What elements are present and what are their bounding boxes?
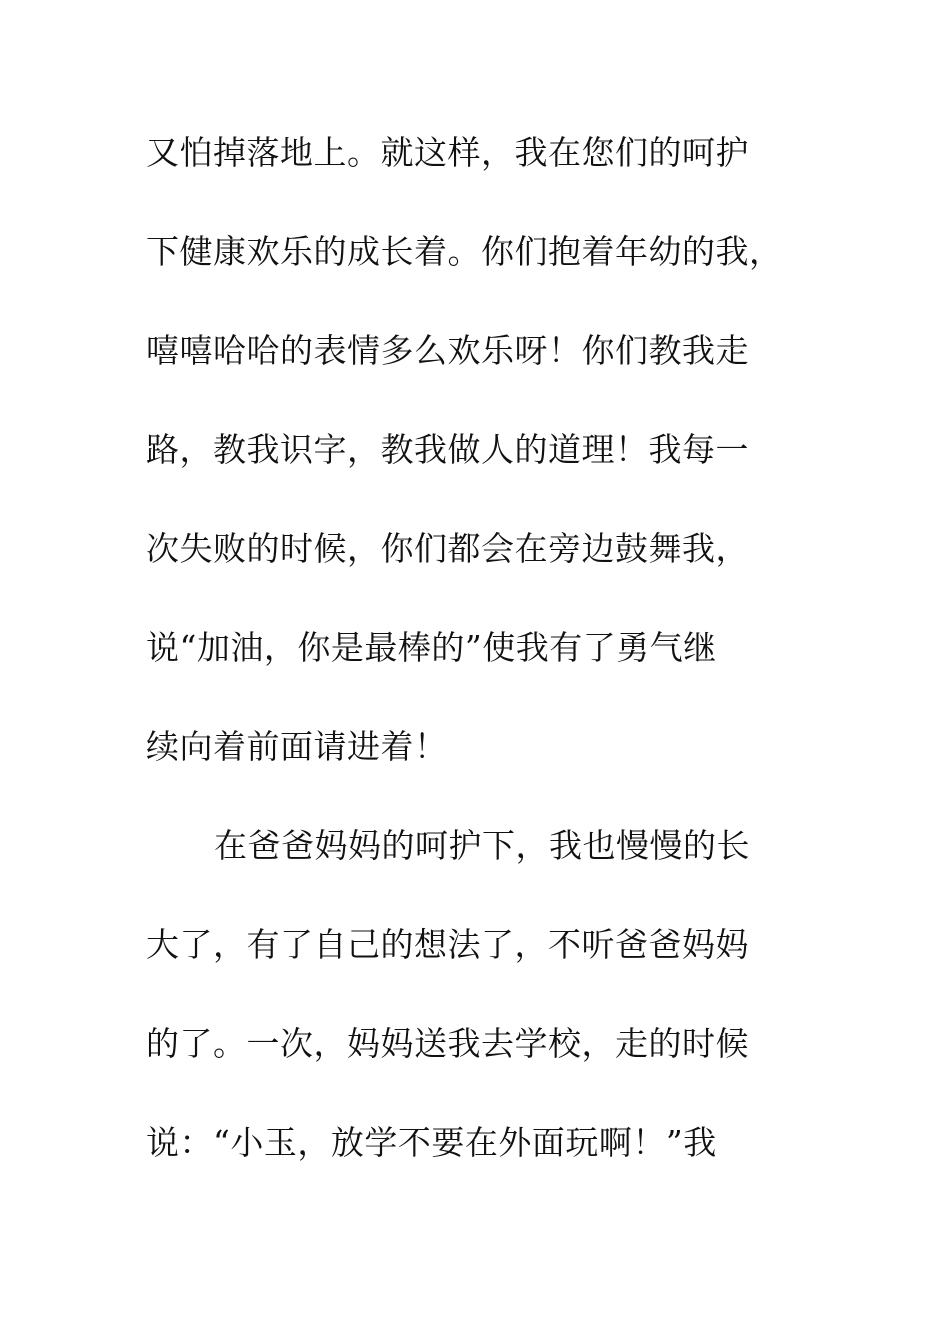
- text-line: 次失败的时候，你们都会在旁边鼓舞我，: [146, 529, 749, 568]
- text-line: 又怕掉落地上。就这样，我在您们的呵护: [146, 133, 749, 172]
- text-line: 说：“小玉，放学不要在外面玩啊！”我: [146, 1123, 717, 1162]
- text-line: 嘻嘻哈哈的表情多么欢乐呀！你们教我走: [146, 331, 749, 370]
- text-line: 说“加油，你是最棒的”使我有了勇气继: [146, 628, 717, 667]
- text-line: 下健康欢乐的成长着。你们抱着年幼的我，: [146, 232, 783, 271]
- text-line: 续向着前面请进着！: [146, 727, 448, 766]
- text-line: 大了，有了自己的想法了，不听爸爸妈妈: [146, 925, 749, 964]
- text-line: 路，教我识字，教我做人的道理！我每一: [146, 430, 749, 469]
- paragraph-start-line: 在爸爸妈妈的呵护下，我也慢慢的长: [214, 826, 750, 865]
- body-text: [146, 128, 806, 1217]
- text-line: 的了。一次，妈妈送我去学校，走的时候: [146, 1024, 749, 1063]
